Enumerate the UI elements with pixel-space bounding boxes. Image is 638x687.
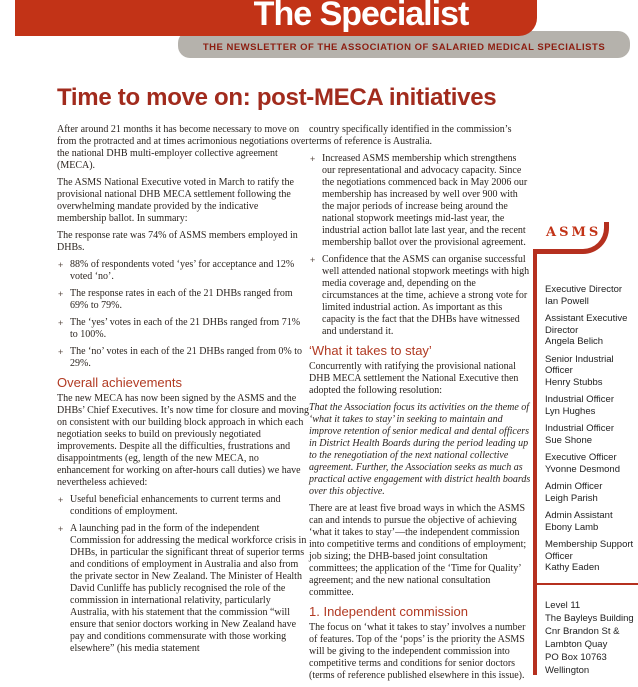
bullet-marker-icon: +	[310, 255, 316, 265]
bullet-item	[57, 346, 309, 370]
bullet-text: The ‘no’ votes in each of the 21 DHBs ranged from 0% to 29%.	[70, 346, 302, 369]
staff-entry	[545, 394, 635, 417]
staff-entry	[545, 313, 635, 348]
paragraph: The response rate was 74% of ASMS members employed in DHBs.	[57, 230, 298, 253]
paragraph: The new MECA has now been signed by the ASMS and the DHBs’ Chief Executives. It’s now time for closure and moving on consistent with our building block approach in which each negotiation seeks to build on previously negotiated improvements. Despite all the difficulties, frustrations and disappointments (eg, length of the new MECA, no enhancement for working on after-hours call duties) we have nevertheless achieved:	[57, 393, 309, 488]
section-heading: Overall achievements	[57, 375, 182, 390]
paragraph: After around 21 months it has become necessary to move on from the protracted and at times acrimonious negotiations over the national DHB multi-employer collective agreement (MECA).	[57, 124, 309, 171]
staff-name: Angela Belich	[545, 336, 604, 347]
address-line: Wellington	[545, 665, 590, 676]
staff-entry	[545, 510, 635, 533]
staff-title: Executive Officer	[545, 452, 617, 463]
bullet-text: Confidence that the ASMS can organise successful well attended national stopwork meetings with high media coverage and, depending on the circumstances at the time, achieve a strong vote for limited industrial action. As important as this capacity is the fact that the DHBs have witnessed and understand it.	[322, 254, 530, 337]
staff-title: Senior Industrial Officer	[545, 353, 614, 376]
bullet-text: Increased ASMS membership which strengthens our representational and advocacy capacity. Since the negotiations commenced back in May 2006 our membership has increased by well over 900 with the major periods of increase being around the national stopwork meetings mid-last year, the industrial action ballot late last year, and the recent membership ballot over the provisional agreement.	[322, 153, 528, 248]
article-right-column	[309, 124, 531, 687]
paragraph: The focus on ‘what it takes to stay’ involves a number of features. Top of the ‘pops’ is the priority the ASMS will be giving to the independent commission into competitive terms and conditions for senior doctors (terms of reference published elsewhere in this issue).	[309, 622, 526, 681]
staff-name: Ebony Lamb	[545, 521, 599, 533]
address-line: The Bayleys Building	[545, 613, 634, 624]
bullet-text: The ‘yes’ votes in each of the 21 DHBs ranged from 71% to 100%.	[70, 317, 301, 340]
staff-name: Lyn Hughes	[545, 405, 596, 417]
bullet-item	[309, 153, 531, 249]
bullet-marker-icon: +	[58, 495, 64, 505]
staff-title: Industrial Officer	[545, 394, 614, 405]
bullet-marker-icon: +	[58, 260, 64, 270]
staff-title: Admin Officer	[545, 481, 603, 492]
staff-name: Ian Powell	[545, 295, 589, 307]
address-line: Cnr Brandon St &	[545, 626, 620, 637]
bullet-text: The response rates in each of the 21 DHBs ranged from 69% to 79%.	[70, 288, 293, 311]
staff-list	[545, 284, 635, 580]
bullet-marker-icon: +	[58, 318, 64, 328]
asms-logo: ASMS	[546, 225, 602, 240]
bullet-text: A launching pad in the form of the independent Commission for addressing the medical workforce crisis in DHBs, in particular the significant threat of superior terms and conditions of employment in Australia and also from the private sector in New Zealand. The Minister of Health David Cunliffe has publicly recognised the role of the commission in international relativity, particularly Australia, with his statement that the commission “will ensure that senior doctors working in New Zealand have pay and conditions commensurate with those working elsewhere” (his media statement	[70, 523, 307, 654]
article-title: Time to move on: post-MECA initiatives	[57, 84, 497, 111]
staff-entry	[545, 452, 635, 475]
paragraph: There are at least five broad ways in which the ASMS can and intends to pursue the objective of achieving ‘what it takes to stay’—the independent commission into competitive terms and conditions of employment; job sizing; the DHB-based joint consultation committees; the application of the ‘Time for Quality’ agreement; and the new national consultation committee.	[309, 503, 527, 598]
newsletter-title: The Specialist	[253, 0, 469, 33]
staff-entry	[545, 284, 635, 307]
bullet-item	[57, 523, 309, 655]
bullet-item	[57, 288, 309, 312]
bullet-item	[309, 254, 531, 338]
sidebar-vertical-rule	[533, 250, 537, 675]
staff-entry	[545, 423, 635, 446]
staff-title: Executive Director	[545, 284, 623, 295]
staff-entry	[545, 354, 635, 389]
newsletter-tagline: THE NEWSLETTER OF THE ASSOCIATION OF SALARIED MEDICAL SPECIALISTS	[202, 41, 606, 53]
staff-title: Assistant Executive Director	[545, 313, 628, 336]
staff-entry	[545, 481, 635, 504]
bullet-item	[57, 317, 309, 341]
resolution-paragraph: That the Association focus its activities on the theme of ‘what it takes to stay’ in seeking to maintain and improve retention of senior medical and dental officers in District Health Boards during the period leading up to the renegotiation of the next national collective agreement. Further, the Association seeks as much as practical active engagement with district health boards over this objective.	[309, 402, 531, 497]
paragraph: country specifically identified in the commission’s terms of reference is Australia.	[309, 124, 512, 147]
section-heading: ‘What it takes to stay’	[309, 343, 432, 358]
address-line: PO Box 10763	[545, 652, 607, 663]
staff-name: Sue Shone	[545, 434, 593, 446]
staff-name: Kathy Eaden	[545, 562, 600, 573]
staff-title: Admin Assistant	[545, 510, 613, 521]
staff-title: Industrial Officer	[545, 423, 614, 434]
bullet-item	[57, 494, 309, 518]
bullet-marker-icon: +	[58, 289, 64, 299]
article-left-column	[57, 124, 309, 660]
staff-title: Membership Support Officer	[545, 539, 634, 562]
bullet-text: 88% of respondents voted ‘yes’ for acceptance and 12% voted ‘no’.	[70, 259, 295, 282]
bullet-marker-icon: +	[58, 524, 64, 534]
bullet-item	[57, 259, 309, 283]
paragraph: Concurrently with ratifying the provisional national DHB MECA settlement the National Executive then adopted the following resolution:	[309, 361, 519, 396]
masthead-banner	[15, 0, 537, 36]
bullet-marker-icon: +	[58, 347, 64, 357]
staff-name: Yvonne Desmond	[545, 463, 620, 475]
paragraph: The ASMS National Executive voted in March to ratify the provisional national DHB MECA settlement following the overwhelming mandate provided by the indicative membership ballot. In summary:	[57, 177, 294, 224]
bullet-marker-icon: +	[310, 154, 316, 164]
address-line: Level 11	[545, 600, 581, 611]
staff-name: Leigh Parish	[545, 492, 598, 504]
bullet-text: Useful beneficial enhancements to current terms and conditions of employment.	[70, 494, 281, 517]
staff-name: Henry Stubbs	[545, 376, 603, 388]
staff-entry	[545, 539, 635, 574]
sidebar-horizontal-rule	[533, 583, 638, 585]
address-block	[545, 599, 637, 677]
section-heading: 1. Independent commission	[309, 604, 468, 619]
address-line: Lambton Quay	[545, 639, 608, 650]
